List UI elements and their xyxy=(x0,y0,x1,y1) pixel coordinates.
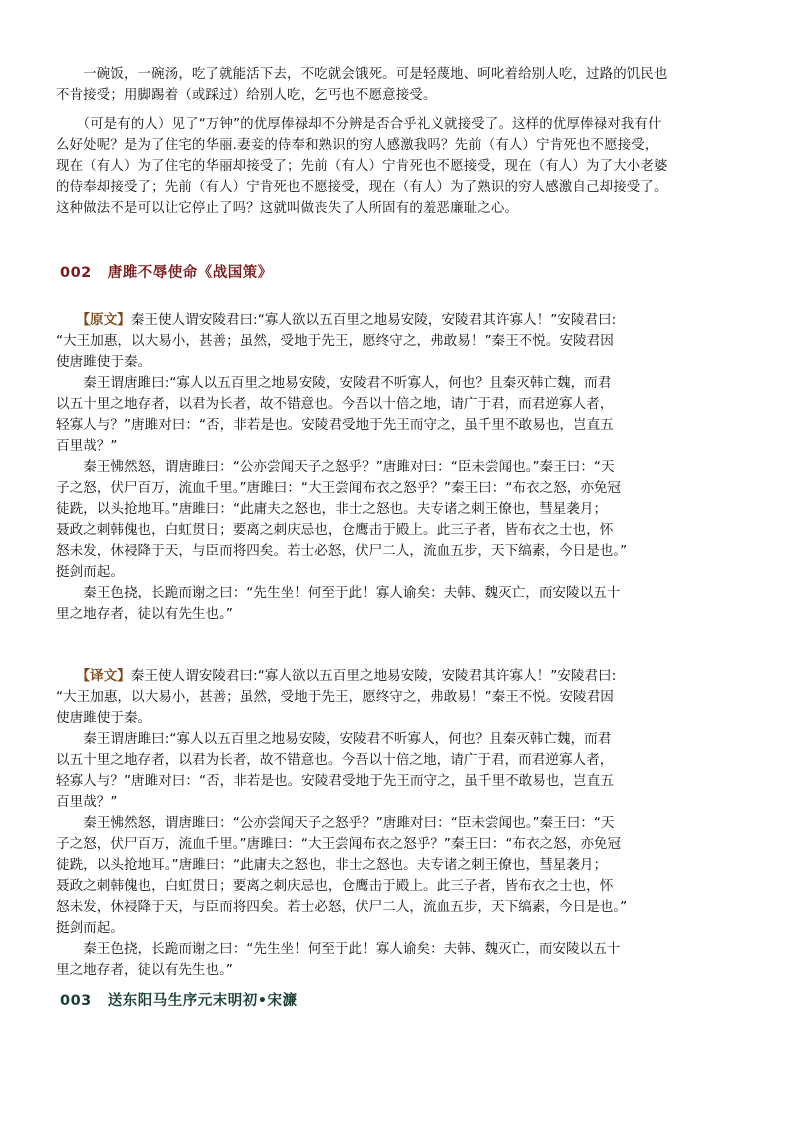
section-title: 送东阳马生序元末明初•宋濂 xyxy=(107,993,298,1009)
text-line: 子之怒，伏尸百万，流血千里。”唐雎曰：“大王尝闻布衣之怒乎？”秦王曰：“布衣之怒，亦免冠 xyxy=(56,836,622,852)
text-line: 使唐雎使于秦。 xyxy=(56,354,152,370)
original-text-block xyxy=(56,310,627,625)
text-line: 百里哉？” xyxy=(56,438,118,454)
section-heading-002 xyxy=(60,261,273,282)
text-line: 怒未发，休祲降于天，与臣而将四矣。若士必怒，伏尸二人，流血五步，天下缟素，今日是也。” xyxy=(56,899,628,915)
text-line: 秦王色挠，长跪而谢之曰：“先生坐！何至于此！寡人谕矣：夫韩、魏灭亡，而安陵以五十 xyxy=(56,585,621,601)
first-line xyxy=(56,666,627,687)
text-line: 么好处呢？是为了住宅的华丽.妻妾的侍奉和熟识的穷人感激我吗？先前（有人）宁肯死也不愿接受， xyxy=(56,138,659,153)
text-line: 使唐雎使于秦。 xyxy=(56,710,152,726)
text-line: 以五十里之地存者，以君为长者，故不错意也。今吾以十倍之地，请广于君，而君逆寡人者， xyxy=(56,396,614,412)
first-line xyxy=(56,310,627,331)
text-line: 子之怒，伏尸百万，流血千里。”唐雎曰：“大王尝闻布衣之怒乎？”秦王曰：“布衣之怒，亦免冠 xyxy=(56,480,622,496)
text-line: 徒跣，以头抢地耳。”唐雎曰：“此庸夫之怒也，非士之怒也。夫专诸之刺王僚也，彗星袭月； xyxy=(56,501,608,517)
text-line: 挺剑而起。 xyxy=(56,564,124,580)
text-line: 挺剑而起。 xyxy=(56,920,124,936)
text-line: 以五十里之地存者，以君为长者，故不错意也。今吾以十倍之地，请广于君，而君逆寡人者， xyxy=(56,752,614,768)
text-line: 这种做法不是可以让它停止了吗？这就叫做丧失了人所固有的羞恶廉耻之心。 xyxy=(56,201,519,216)
text-line: 徒跣，以头抢地耳。”唐雎曰：“此庸夫之怒也，非士之怒也。夫专诸之刺王僚也，彗星袭月； xyxy=(56,857,608,873)
text-line: “大王加惠，以大易小，甚善；虽然，受地于先王，愿终守之，弗敢易！”秦王不悦。安陵君因 xyxy=(56,333,614,349)
text-line: 秦王谓唐雎曰:“寡人以五百里之地易安陵，安陵君不听寡人，何也？且秦灭韩亡魏，而君 xyxy=(56,731,612,747)
text-run: 秦王使人谓安陵君曰:“寡人欲以五百里之地易安陵，安陵君其许寡人！”安陵君曰: xyxy=(130,312,617,328)
text-line: 里之地存者，徒以有先生也。” xyxy=(56,962,233,978)
text-line: 秦王怫然怒，谓唐雎曰：“公亦尝闻天子之怒乎？”唐雎对曰：“臣未尝闻也。”秦王曰：“天 xyxy=(56,459,615,475)
section-number: 002 xyxy=(60,265,92,281)
text-line: 一碗饭，一碗汤，吃了就能活下去，不吃就会饿死。可是轻蔑地、呵叱着给别人吃，过路的饥民也 xyxy=(56,67,668,82)
intro-paragraph-1 xyxy=(56,64,668,106)
text-line: 轻寡人与？”唐雎对曰：“否，非若是也。安陵君受地于先王而守之，虽千里不敢易也，岂直五 xyxy=(56,417,614,433)
text-line: 秦王怫然怒，谓唐雎曰：“公亦尝闻天子之怒乎？”唐雎对曰：“臣未尝闻也。”秦王曰：“天 xyxy=(56,815,615,831)
intro-paragraph-2 xyxy=(56,114,668,219)
text-line: 里之地存者，徒以有先生也。” xyxy=(56,606,233,622)
text-line: “大王加惠，以大易小，甚善；虽然，受地于先王，愿终守之，弗敢易！”秦王不悦。安陵君因 xyxy=(56,689,614,705)
text-line: 现在（有人）为了住宅的华丽却接受了；先前（有人）宁肯死也不愿接受，现在（有人）为了大小老婆 xyxy=(56,159,668,174)
translation-tag: 【译文】 xyxy=(83,668,131,684)
text-line: 秦王色挠，长跪而谢之曰：“先生坐！何至于此！寡人谕矣：夫韩、魏灭亡，而安陵以五十 xyxy=(56,941,621,957)
translation-text-block xyxy=(56,666,627,981)
text-line: 聂政之刺韩傀也，白虹贯日；要离之刺庆忌也，仓鹰击于殿上。此三子者，皆布衣之士也，怀 xyxy=(56,878,614,894)
text-line: 轻寡人与？”唐雎对曰：“否，非若是也。安陵君受地于先王而守之，虽千里不敢易也，岂直五 xyxy=(56,773,614,789)
text-line: 秦王谓唐雎曰:“寡人以五百里之地易安陵，安陵君不听寡人，何也？且秦灭韩亡魏，而君 xyxy=(56,375,612,391)
text-line: 不肯接受；用脚踢着（或踩过）给别人吃，乞丐也不愿意接受。 xyxy=(56,88,437,103)
text-line: 聂政之刺韩傀也，白虹贯日；要离之刺庆忌也，仓鹰击于殿上。此三子者，皆布衣之士也，怀 xyxy=(56,522,614,538)
section-title: 唐雎不辱使命《战国策》 xyxy=(107,265,273,281)
text-line: 怒未发，休祲降于天，与臣而将四矣。若士必怒，伏尸二人，流血五步，天下缟素，今日是也。” xyxy=(56,543,628,559)
text-line: （可是有的人）见了“万钟”的优厚俸禄却不分辨是否合乎礼义就接受了。这样的优厚俸禄对我有什 xyxy=(56,117,662,132)
text-run: 秦王使人谓安陵君曰:“寡人欲以五百里之地易安陵，安陵君其许寡人！”安陵君曰: xyxy=(130,668,617,684)
section-heading-003 xyxy=(60,989,298,1010)
text-line: 百里哉？” xyxy=(56,794,118,810)
original-tag: 【原文】 xyxy=(83,312,131,328)
section-number: 003 xyxy=(60,993,92,1009)
text-line: 的侍奉却接受了；先前（有人）宁肯死也不愿接受，现在（有人）为了熟识的穷人感激自己却接受了。 xyxy=(56,180,668,195)
